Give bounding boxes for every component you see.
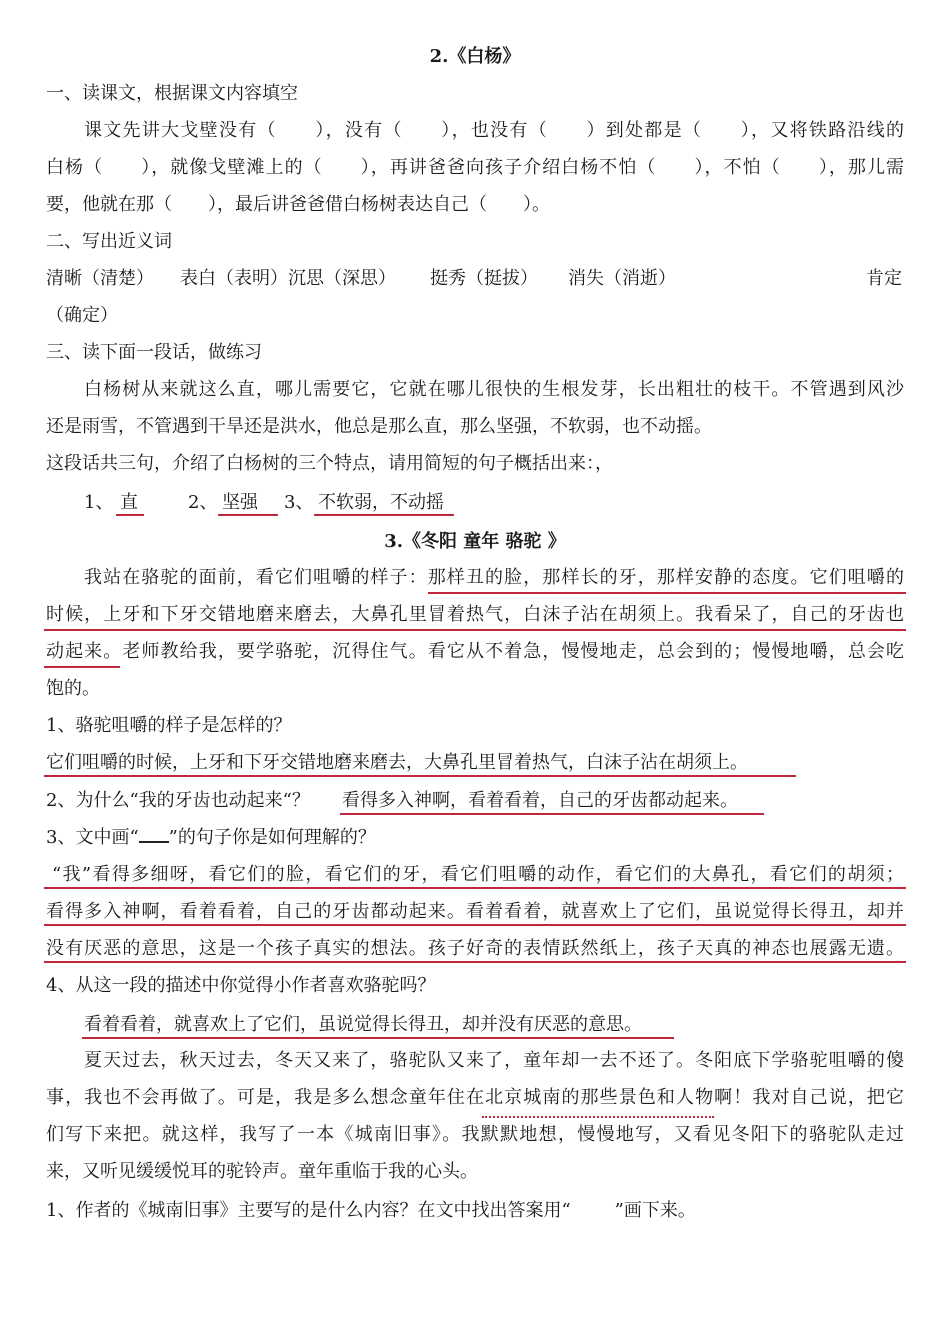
answer-underline [44, 961, 906, 963]
passage-line: 我站在骆驼的面前，看它们咀嚼的样子：那样丑的脸，那样长的牙，那样安静的态度。它们咀嚼的 [84, 567, 904, 588]
passage-line: 白杨树从来就这么直，哪儿需要它，它就在哪儿很快的生根发芽，长出粗壮的枝干。不管遇到风沙 [84, 379, 904, 400]
section-title-baiyang: 2.《白杨》 [429, 46, 521, 67]
passage-line: 还是雨雪，不管遇到干旱还是洪水，他总是那么直，那么坚强，不软弱，也不动摇。 [46, 416, 712, 437]
answer-text: 直 [120, 492, 138, 513]
answer-underline [314, 514, 454, 516]
answer-3-line: “我”看得多细呀，看它们的脸，看它们的牙，看它们咀嚼的动作，看它们的大鼻孔，看它们的胡须； [52, 864, 904, 885]
q3-heading: 三、读下面一段话，做练习 [46, 342, 262, 363]
answer-underline [82, 1037, 674, 1039]
synonym-pair: 消失（消逝） [568, 268, 676, 289]
question-4: 4、从这一段的描述中你觉得小作者喜欢骆驼吗？ [46, 975, 436, 996]
passage-underline [44, 666, 120, 668]
passage-line: 事，我也不会再做了。可是，我是多么想念童年住在北京城南的那些景色和人物啊！我对自己说，把它 [46, 1087, 904, 1108]
synonym-pair: 表白（表明）沉思（深思） [180, 268, 396, 289]
answer-text: 坚强 [222, 492, 258, 513]
wavy-underline [482, 1110, 714, 1118]
q1-heading: 一、读课文，根据课文内容填空 [46, 83, 298, 104]
last-question: 1、作者的《城南旧事》主要写的是什么内容？在文中找出答案用“ ”画下来。 [46, 1200, 696, 1221]
answer-number: 3、 [284, 492, 314, 513]
question-3: 3、文中画“ ”的句子你是如何理解的？ [46, 827, 376, 848]
q3-prompt: 这段话共三句，介绍了白杨树的三个特点，请用简短的句子概括出来：， [46, 453, 613, 474]
passage-line: 们写下来把。就这样，我写了一本《城南旧事》。我默默地想，慢慢地写，又看见冬阳下的骆驼队走过 [46, 1124, 904, 1145]
answer-number: 1、 [84, 492, 114, 513]
passage-line: 动起来。老师教给我，要学骆驼，沉得住气。看它从不着急，慢慢地走，总会到的；慢慢地嚼，总会吃 [46, 641, 904, 662]
answer-1: 它们咀嚼的时候，上牙和下牙交错地磨来磨去，大鼻孔里冒着热气，白沫子沾在胡须上。 [46, 752, 748, 773]
answer-3-line: 看得多入神啊，看着看着，自己的牙齿都动起来。看着看着，就喜欢上了它们，虽说觉得长得丑，却并 [46, 901, 904, 922]
answer-2: 看得多入神啊，看着看着，自己的牙齿都动起来。 [342, 790, 738, 811]
passage-underline [428, 592, 906, 594]
passage-line: 饱的。 [46, 678, 100, 699]
question-1: 1、骆驼咀嚼的样子是怎样的？ [46, 715, 292, 736]
synonym-pair: （确定） [46, 305, 118, 326]
answer-number: 2、 [188, 492, 218, 513]
wavy-line-sample [571, 1202, 615, 1216]
answer-underline [218, 514, 278, 516]
synonym-pair: 清晰（清楚） [46, 268, 154, 289]
fill-blank-line: 课文先讲大戈壁没有（ ），没有（ ），也没有（ ）到处都是（ ），又将铁路沿线的 [84, 120, 904, 141]
q2-heading: 二、写出近义词 [46, 231, 172, 252]
answer-underline [340, 813, 764, 815]
passage-underline [44, 629, 906, 631]
answer-underline [44, 775, 796, 777]
passage-line: 夏天过去，秋天过去，冬天又来了，骆驼队又来了，童年却一去不还了。冬阳底下学骆驼咀嚼的傻 [84, 1050, 904, 1071]
answer-underline [44, 887, 906, 889]
passage-line: 时候，上牙和下牙交错地磨来磨去，大鼻孔里冒着热气，白沫子沾在胡须上。我看呆了，自己的牙齿也 [46, 604, 904, 625]
passage-line: 来，又听见缓缓悦耳的驼铃声。童年重临于我的心头。 [46, 1161, 478, 1182]
answer-underline [116, 514, 144, 516]
underline-sample [139, 827, 169, 843]
synonym-pair: 肯定 [866, 268, 902, 289]
synonym-pair: 挺秀（挺拔） [430, 268, 538, 289]
answer-text: 不软弱，不动摇 [318, 492, 444, 513]
section-title-dongyang: 3.《冬阳 童年 骆驼 》 [384, 531, 566, 552]
fill-blank-line: 白杨（ ），就像戈壁滩上的（ ），再讲爸爸向孩子介绍白杨不怕（ ），不怕（ ），那儿需 [46, 157, 904, 178]
fill-blank-line: 要，他就在那（ ），最后讲爸爸借白杨树表达自己（ ）。 [46, 194, 550, 215]
question-2: 2、为什么“我的牙齿也动起来“？ [46, 790, 310, 811]
answer-4: 看着看着，就喜欢上了它们，虽说觉得长得丑，却并没有厌恶的意思。 [84, 1014, 642, 1035]
answer-3-line: 没有厌恶的意思，这是一个孩子真实的想法。孩子好奇的表情跃然纸上，孩子天真的神态也展露无遗。 [46, 938, 904, 959]
answer-underline [44, 924, 906, 926]
